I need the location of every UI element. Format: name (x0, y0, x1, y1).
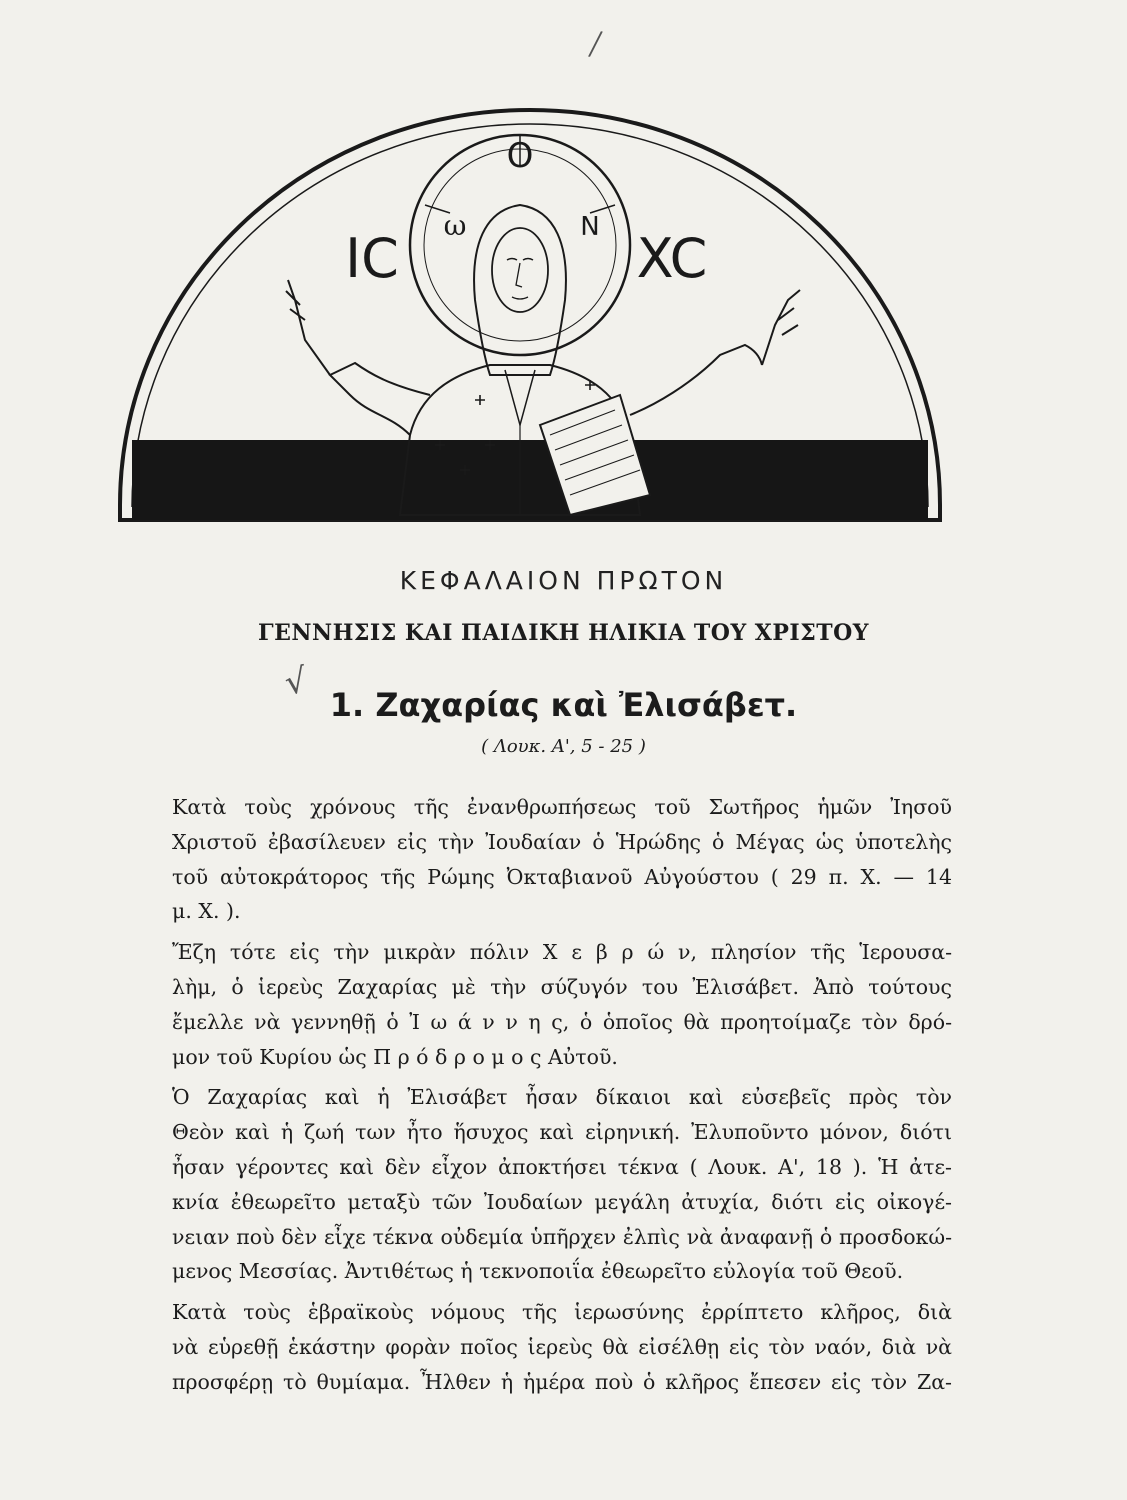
text-line: νὰ εὑρεθῇ ἑκάστην φορὰν ποῖος ἱερεὺς θὰ εἰσέλθῃ εἰς τὸν ναόν, διὰ νὰ (172, 1334, 952, 1359)
text-line: μενος Μεσσίας. Ἀντιθέτως ἡ τεκνοποιΐα ἐθεωρεῖτο εὐλογία τοῦ Θεοῦ. (172, 1259, 904, 1284)
pencil-mark: / (586, 20, 605, 67)
halo-letter-top: Ο (506, 136, 534, 176)
right-hand (762, 290, 800, 365)
chapter-heading: ΚΕΦΑΛΑΙΟΝ ΠΡΩΤΟΝ (399, 566, 728, 595)
text-line: Χριστοῦ ἐβασίλευεν εἰς τὴν Ἰουδαίαν ὁ Ἡρώδης ὁ Μέγας ὡς ὑποτελὴς (172, 829, 952, 854)
text-line: μον τοῦ Κυρίου ὡς Π ρ ό δ ρ ο μ ο ς Αὐτοῦ. (172, 1044, 618, 1069)
text-line: Ἔζη τότε εἰς τὴν μικρὰν πόλιν Χ ε β ρ ώ ν, πλησίον τῆς Ἱερουσα- (172, 940, 952, 965)
christ-icon-lunette (110, 95, 950, 555)
text-line: λὴμ, ὁ ἱερεὺς Ζαχαρίας μὲ τὴν σύζυγόν του Ἐλισάβετ. Ἀπὸ τούτους (172, 974, 952, 999)
left-hand (286, 280, 330, 375)
text-line: προσφέρῃ τὸ θυμίαμα. Ἦλθεν ἡ ἡμέρα ποὺ ὁ κλῆρος ἔπεσεν εἰς τὸν Ζα- (172, 1369, 952, 1394)
halo-letter-right: Ν (580, 212, 600, 242)
text-line: Κατὰ τοὺς χρόνους τῆς ἐνανθρωπήσεως τοῦ Σωτῆρος ἡμῶν Ἰησοῦ (172, 795, 952, 819)
monogram-ic: IC (345, 227, 399, 290)
text-line: Κατὰ τοὺς ἑβραϊκοὺς νόμους τῆς ἱερωσύνης ἐρρίπτετο κλῆρος, διὰ (172, 1300, 952, 1325)
chapter-title: ΓΕΝΝΗΣΙΣ ΚΑΙ ΠΑΙΔΙΚΗ ΗΛΙΚΙΑ ΤΟΥ ΧΡΙΣΤΟΥ (257, 620, 870, 646)
text-line: τοῦ αὐτοκράτορος τῆς Ρώμης Ὀκταβιανοῦ Αὐγούστου ( 29 π. Χ. — 14 (172, 864, 952, 889)
paragraph (172, 1080, 952, 1289)
dark-band (132, 440, 928, 520)
text-line: ἦσαν γέροντες καὶ δὲν εἶχον ἀποκτήσει τέκνα ( Λουκ. Α', 18 ). Ἡ ἀτε- (172, 1154, 952, 1179)
halo-letter-left: ω (443, 209, 467, 242)
text-line: νειαν ποὺ δὲν εἶχε τέκνα οὐδεμία ὑπῆρχεν ἐλπὶς νὰ ἀναφανῇ ὁ προσδοκώ- (172, 1224, 952, 1249)
body-text (172, 790, 952, 1406)
check-mark: √ (281, 660, 310, 704)
text-line: Θεὸν καὶ ἡ ζωή των ἦτο ἥσυχος καὶ εἰρηνική. Ἐλυποῦντο μόνον, διότι (172, 1120, 952, 1145)
monogram-xc: XC (636, 227, 708, 290)
paragraph (172, 790, 952, 929)
text-line: μ. Χ. ). (172, 899, 241, 924)
right-sleeve (630, 345, 762, 415)
text-line: κνία ἐθεωρεῖτο μεταξὺ τῶν Ἰουδαίων μεγάλη ἀτυχία, διότι εἰς οἰκογέ- (172, 1189, 952, 1214)
text-line: ἔμελλε νὰ γεννηθῇ ὁ Ἰ ω ά ν ν η ς, ὁ ὁποῖος θὰ προητοίμαζε τὸν δρό- (172, 1009, 952, 1034)
left-sleeve (330, 363, 430, 435)
section-reference: ( Λουκ. Α', 5 - 25 ) (481, 736, 646, 757)
text-line: Ὁ Ζαχαρίας καὶ ἡ Ἐλισάβετ ἦσαν δίκαιοι καὶ εὐσεβεῖς πρὸς τὸν (172, 1085, 952, 1110)
paragraph (172, 1295, 952, 1399)
section-title: 1. Ζαχαρίας καὶ Ἐλισάβετ. (329, 686, 798, 724)
paragraph (172, 935, 952, 1074)
